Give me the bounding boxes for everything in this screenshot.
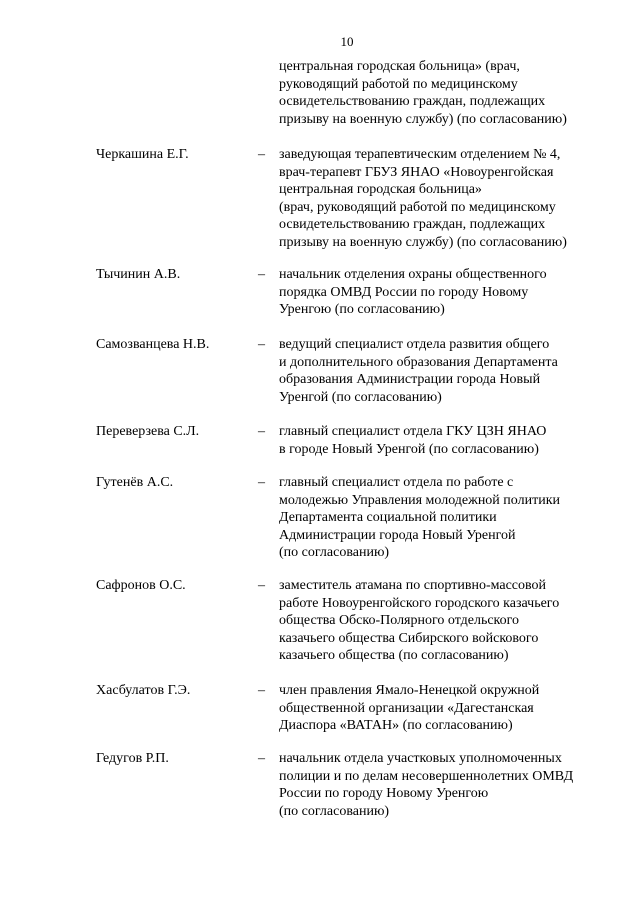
member-name: Черкашина Е.Г. [96,147,189,162]
position-line: Диаспора «ВАТАН» (по согласованию) [279,718,513,734]
page-number: 10 [340,34,354,49]
position-line: казачьего общества Сибирского войскового [279,630,539,646]
position-line: главный специалист отдела по работе с [279,475,514,490]
entry-dash: – [258,578,265,593]
position-line: призыву на военную службу) (по согласованию) [279,111,567,127]
position-line: и дополнительного образования Департамента [279,354,558,370]
position-line: казачьего общества (по согласованию) [279,648,509,664]
member-name: Тычинин А.В. [96,267,181,282]
position-line: освидетельствованию граждан, подлежащих [279,217,546,233]
position-line: полиции и по делам несовершеннолетних ОМВД [279,768,574,784]
position-line: образования Администрации города Новый [279,372,541,388]
position-line: член правления Ямало-Ненецкой окружной [279,683,540,698]
position-line: порядка ОМВД России по городу Новому [279,284,529,300]
position-line: (врач, руководящий работой по медицинскому [279,199,556,215]
position-line: руководящий работой по медицинскому [279,76,518,92]
entry-dash: – [258,683,265,698]
entry-dash: – [258,475,265,490]
position-line: центральная городская больница» (врач, [279,59,520,74]
position-line: молодежью Управления молодежной политики [279,492,560,508]
member-name: Хасбулатов Г.Э. [96,683,191,698]
member-position [279,266,547,319]
entry-dash: – [258,424,265,439]
member-position [279,577,559,665]
member-name: Гутенёв А.С. [96,475,174,490]
entry-dash: – [258,337,265,352]
position-line: Уренгой (по согласованию) [279,389,442,405]
member-name: Сафронов О.С. [96,578,186,593]
position-line: (по согласованию) [279,545,390,561]
member-name: Самозванцева Н.В. [96,337,210,352]
position-line: заведующая терапевтическим отделением № 4, [279,147,561,162]
position-line: (по согласованию) [279,803,390,819]
position-line: начальник отделения охраны общественного [279,267,547,282]
entry-dash: – [258,147,265,162]
position-line: работе Новоуренгойского городского казачьего [279,595,560,611]
position-line: России по городу Новому Уренгою [279,786,489,802]
position-line: главный специалист отдела ГКУ ЦЗН ЯНАО [279,424,547,439]
member-position [279,750,573,820]
member-position [279,682,539,735]
position-line: в городе Новый Уренгой (по согласованию) [279,441,539,457]
entry-dash: – [258,751,265,766]
position-line: ведущий специалист отдела развития общего [279,337,550,352]
member-position [279,474,560,562]
entry-dash: – [258,267,265,282]
member-position [279,146,567,252]
position-line: Администрации города Новый Уренгой [279,527,516,543]
position-line: общественной организации «Дагестанская [279,700,534,716]
position-line: начальник отдела участковых уполномоченных [279,751,562,766]
member-name: Гедугов Р.П. [96,751,169,766]
position-line: Уренгою (по согласованию) [279,302,445,318]
member-position [279,336,558,406]
member-position [279,58,567,128]
member-name: Переверзева С.Л. [96,424,200,439]
position-line: освидетельствованию граждан, подлежащих [279,94,546,110]
position-line: призыву на военную службу) (по согласованию) [279,234,567,250]
position-line: общества Обско-Полярного отдельского [279,613,520,629]
position-line: центральная городская больница» [279,182,482,198]
position-line: заместитель атамана по спортивно-массовой [279,578,547,593]
position-line: врач-терапевт ГБУЗ ЯНАО «Новоуренгойская [279,164,554,180]
member-position [279,423,546,458]
position-line: Департамента социальной политики [279,510,497,526]
